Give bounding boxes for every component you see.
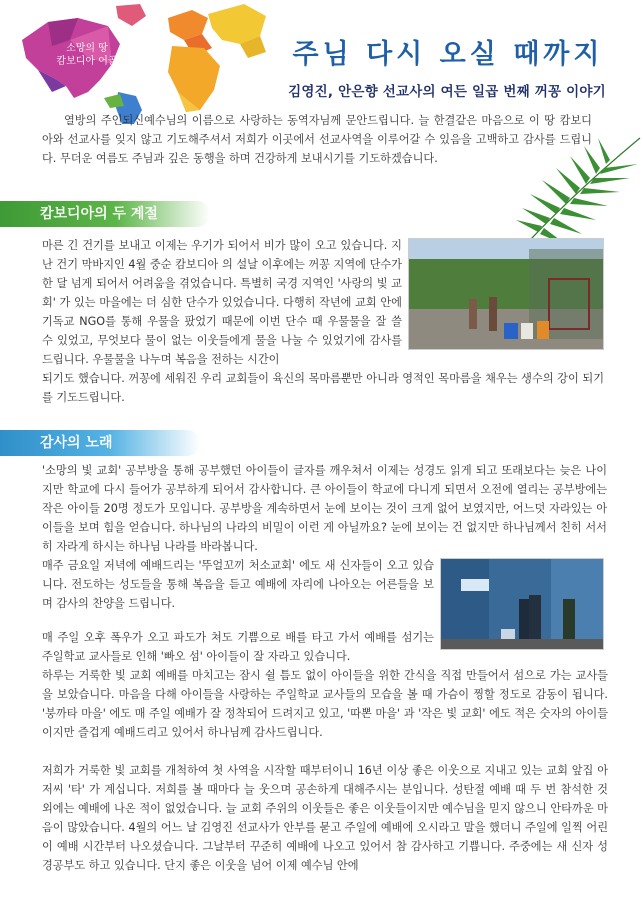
section1-paragraph-b: 되기도 했습니다. 꺼꽁에 세워진 우리 교회들이 육신의 목마름뿐만 아니라 영적인 목마름을 채우는 생수의 강이 되기를 기도드립니다. [42,372,604,404]
section2-paragraph-b: 매주 금요일 저녁에 예배드리는 '뚜얼꼬끼 처소교회' 에도 새 신자들이 오고 있습니다. 전도하는 성도들을 통해 복음을 듣고 예배에 자리에 나아오는 어른들을 보며 감사의 찬양을 드립니다. [42,559,434,610]
intro-paragraph: 열방의 주인되신예수님의 이름으로 사랑하는 동역자님께 문안드립니다. 늘 한결같은 마음으로 이 땅 캄보디아와 선교사를 잊지 않고 기도해주셔서 저희가 이곳에서 선교사역을 이루어갈 수 있음을 고백하고 감사를 드립니다. 무더운 여름도 주님과 깊은 동행을 하며 건강하게 보내시기를 기도하겠습니다. [42,114,592,165]
section2-paragraph-d: 하루는 거룩한 빛 교회 예배를 마치고는 잠시 쉴 틈도 없이 아이들을 위한 간식을 직접 만들어서 섬으로 가는 교사들을 보았습니다. 마음을 다해 아이들을 사랑하는 주일학교 교사들의 모습을 볼 때 가슴이 찡할 정도로 감동이 됩니다. '붕까타 마을' 에도 매 주일 예배가 잘 정착되어 드려지고 있고, '따뽄 마을' 과 '작은 빛 교회' 에도 적은 숫자의 아이들이지만 즐겁게 예배드리고 있어서 하나님께 감사드립니다. [42,669,608,739]
photo-water-well [408,238,604,350]
section-heading-song-of-thanks: 감사의 노래 [0,430,200,456]
section2-paragraph-e: 저희가 거룩한 빛 교회를 개척하여 첫 사역을 시작할 때부터이니 16년 이상 좋은 이웃으로 지내고 있는 교회 앞집 아저씨 '타' 가 계십니다. 저희를 볼 때마다 늘 웃으며 공손하게 대해주시는 분입니다. 성탄절 예배 때 두 번 참석한 것 외에는 예배에 나온 적이 없었습니다. 늘 교회 주위의 이웃들은 좋은 이웃들이지만 예수님을 믿지 않으니 안타까운 마음이 많았습니다. 4월의 어느 날 김영진 선교사가 안부를 묻고 주일에 예배에 오시라고 말을 했더니 주일에 일찍 어린이 예배 시간부터 나오셨습니다. 그날부터 꾸준히 예배에 나오고 있어서 참 감사하고 기쁩니다. 주중에는 새 신자 성경공부도 하고 있습니다. 단지 좋은 이웃을 넘어 이제 예수님 안에 [42,764,608,872]
logo-line-2: 캄보디아 어골 [56,56,118,67]
section2-paragraph-a: '소망의 빛 교회' 공부방을 통해 공부했던 아이들이 글자를 깨우쳐서 이제는 성경도 읽게 되고 또래보다는 늦은 나이지만 학교에 다시 들어가 공부하게 되어서 감사합니다. 큰 아이들이 학교에 다니게 되면서 오전에 열리는 공부방에는 작은 아이들 20명 정도가 모입니다. 공부방을 계속하면서 눈에 보이는 것이 크게 없어 보였지만, 어느덧 자라있는 아이들을 보며 힘을 얻습니다. 하나님의 나라의 비밀이 이런 게 아닐까요? 눈에 보이는 건 없지만 하나님께서 친히 서서히 자라게 하시는 하나님 나라를 바라봅니다. [42,464,607,553]
section1-paragraph-a: 마른 긴 건기를 보내고 이제는 우기가 되어서 비가 많이 오고 있습니다. 지난 건기 막바지인 4월 중순 캄보디아 의 설날 이후에는 꺼꽁 지역에 단수가 한 달 넘게 되어서 어려움을 겪었습니다. 특별히 국경 지역인 '사랑의 빛 교회' 가 있는 마을에는 더 심한 단수가 있었습니다. 다행히 작년에 교회 안에 기독교 NGO를 통해 우물을 팠었기 때문에 이번 단수 때 우물물을 잘 쓸 수 있었고, 무엇보다 물이 없는 이웃들에게 물을 나눌 수 있었기에 감사를 드립니다. 우물물을 나누며 복음을 전하는 시간이 [42,239,402,366]
logo-caption [42,42,132,68]
logo-line-1: 소망의 땅 [66,43,108,54]
photo-worship-gathering [440,558,604,650]
page-title: 주님 다시 오실 때까지 [292,39,604,70]
page-subtitle: 김영진, 안은향 선교사의 여든 일곱 번째 꺼꽁 이야기 [288,84,606,100]
section2-paragraph-c: 매 주일 오후 폭우가 오고 파도가 쳐도 기쁨으로 배를 타고 가서 예배를 섬기는 주일학교 교사들로 인해 '빠오 섬' 아이들이 잘 자라고 있습니다. [42,631,434,663]
section-heading-two-seasons: 캄보디아의 두 계절 [0,201,210,227]
